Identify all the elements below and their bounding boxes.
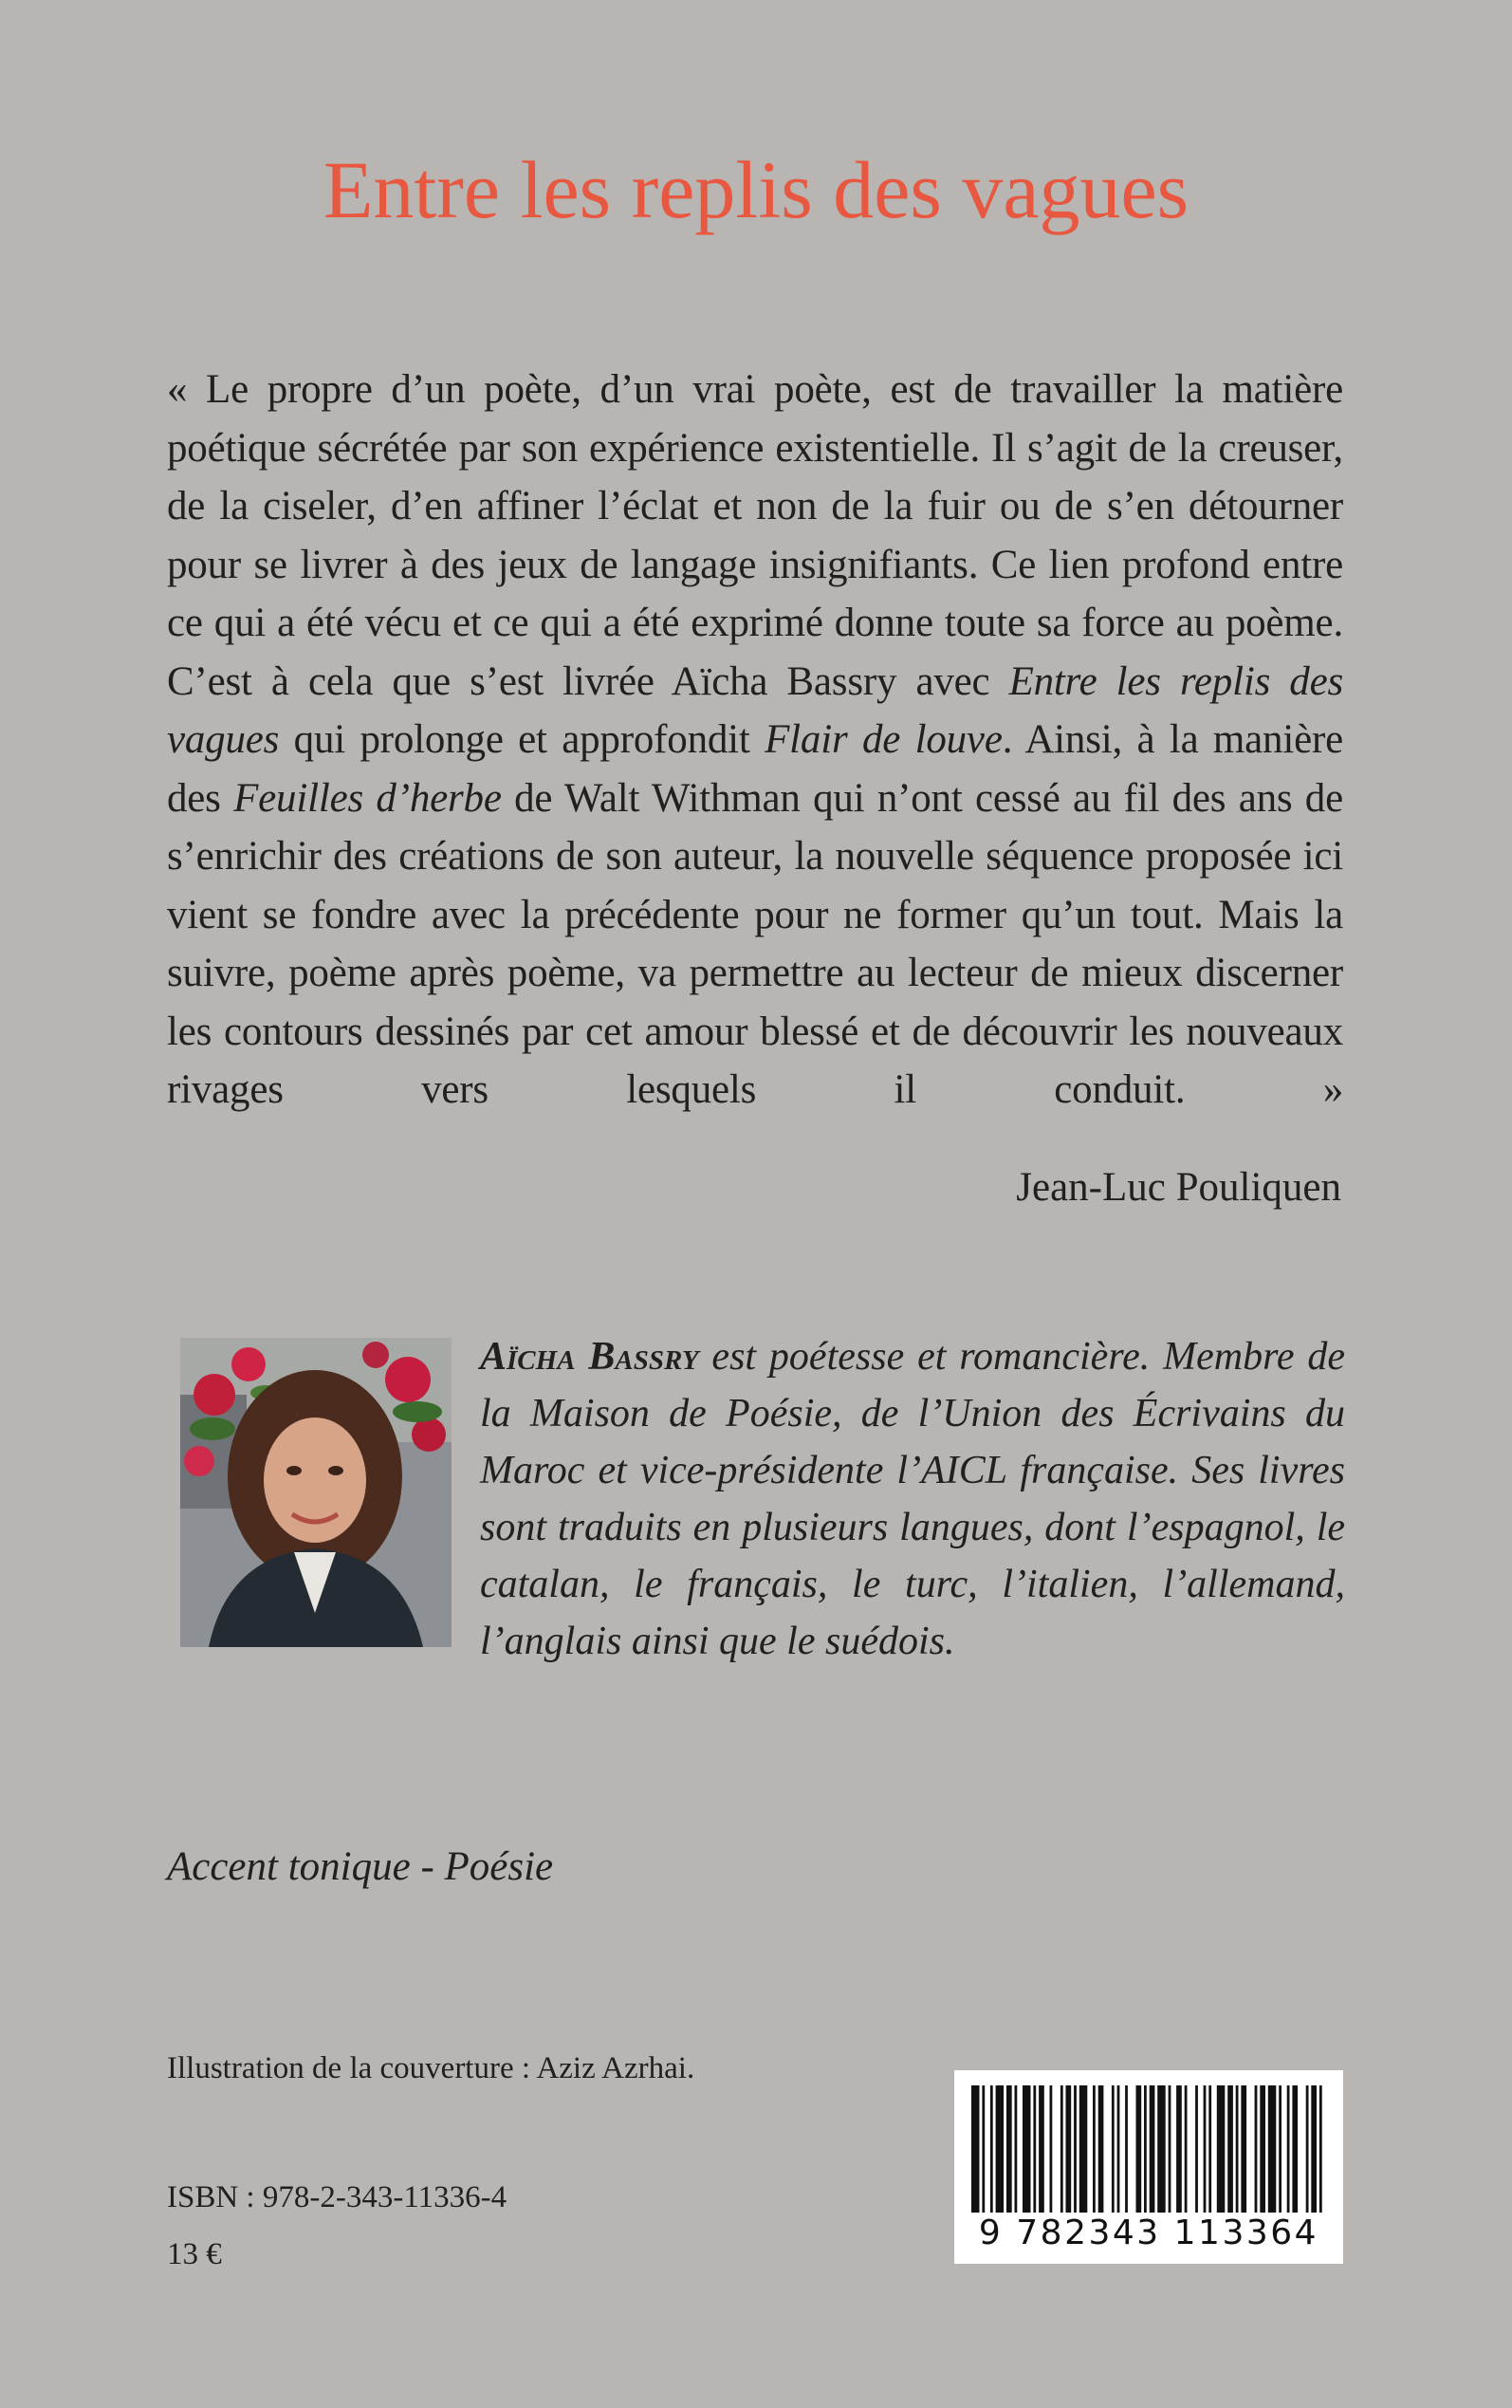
barcode-bar bbox=[1227, 2085, 1233, 2213]
barcode-bar bbox=[1157, 2085, 1166, 2213]
author-name-first: Aïcha bbox=[480, 1335, 576, 1379]
quote-book-title-2: Flair de louve bbox=[765, 717, 1003, 762]
barcode-bar bbox=[1144, 2085, 1147, 2213]
author-name-last: Bassry bbox=[588, 1335, 699, 1379]
collection-name: Accent tonique - Poésie bbox=[167, 1844, 554, 1889]
barcode-bar bbox=[1311, 2085, 1317, 2213]
barcode-bar bbox=[1074, 2085, 1077, 2213]
barcode-bar bbox=[1098, 2085, 1104, 2213]
barcode-bar bbox=[1039, 2085, 1044, 2213]
barcode bbox=[954, 2070, 1343, 2264]
quote-text-part-4: de Walt Withman qui n’ont cessé au fil des ans de s’enrichir des créations de son auteur, la nouvelle séquence proposée ici vient se fondre avec la précédente pour ne former qu’un tout. Mais la suivre, poème après poème, va permettre au lecteur de mieux discerner les contours dessinés par cet amour blessé et de découvrir les nouveaux rivages vers lesquels il conduit. » bbox=[167, 775, 1343, 1112]
quote-text-part-1: « Le propre d’un poète, d’un vrai poète, est de travailler la matière poétique sécrétée par son expérience existentielle. Il s’agit de la creuser, de la ciseler, d’en affiner l’éclat et non de la fuir ou de s’en détourner pour se livrer à des jeux de langage insignifiants. Ce lien profond entre ce qui a été vécu et ce qui a été exprimé donne toute sa force au poème. C’est à cela que s’est livrée Aïcha Bassry avec bbox=[167, 367, 1343, 704]
barcode-bar bbox=[1255, 2085, 1258, 2213]
barcode-bars bbox=[954, 2070, 1343, 2213]
barcode-bar bbox=[1236, 2085, 1239, 2213]
barcode-bar bbox=[1306, 2085, 1309, 2213]
barcode-bar bbox=[1260, 2085, 1265, 2213]
barcode-bar bbox=[1015, 2085, 1018, 2213]
barcode-bar bbox=[1060, 2085, 1063, 2213]
cover-illustration-credit: Illustration de la couverture : Aziz Azrhai. bbox=[167, 2051, 695, 2085]
barcode-bar bbox=[1136, 2085, 1142, 2213]
author-photo bbox=[180, 1338, 452, 1647]
barcode-bar bbox=[1176, 2085, 1182, 2213]
barcode-bar bbox=[990, 2085, 993, 2213]
back-cover-quote bbox=[167, 361, 1343, 1120]
barcode-bar bbox=[1287, 2085, 1290, 2213]
barcode-bar bbox=[1050, 2085, 1053, 2213]
barcode-bar bbox=[971, 2085, 980, 2213]
quote-book-title-1: Entre les replis des vagues bbox=[167, 658, 1344, 762]
barcode-bar bbox=[1241, 2085, 1246, 2213]
barcode-bar bbox=[1023, 2085, 1031, 2213]
barcode-bar bbox=[1125, 2085, 1128, 2213]
quote-book-title-3: Feuilles d’herbe bbox=[233, 775, 502, 821]
barcode-bar bbox=[1066, 2085, 1072, 2213]
barcode-bar bbox=[1185, 2085, 1188, 2213]
barcode-bar bbox=[1268, 2085, 1277, 2213]
barcode-bar bbox=[1079, 2085, 1088, 2213]
barcode-bar bbox=[1117, 2085, 1120, 2213]
barcode-bar bbox=[1319, 2085, 1322, 2213]
barcode-bar bbox=[1150, 2085, 1155, 2213]
quote-text-part-3: . Ainsi, à la manière des bbox=[167, 717, 1343, 821]
author-portrait-image bbox=[180, 1338, 452, 1647]
barcode-bar bbox=[1279, 2085, 1282, 2213]
barcode-bar bbox=[1169, 2085, 1171, 2213]
barcode-bar bbox=[1204, 2085, 1207, 2213]
barcode-bar bbox=[1292, 2085, 1298, 2213]
barcode-bar bbox=[1093, 2085, 1096, 2213]
barcode-digits: 9 782343 113364 bbox=[978, 2214, 1319, 2252]
barcode-bar bbox=[996, 2085, 1005, 2213]
book-title: Entre les replis des vagues bbox=[323, 144, 1189, 235]
quote-signature: Jean-Luc Pouliquen bbox=[1016, 1165, 1341, 1210]
quote-text-part-2: qui prolonge et approfondit bbox=[279, 717, 765, 762]
barcode-bar bbox=[1112, 2085, 1115, 2213]
author-bio bbox=[480, 1328, 1345, 1670]
price: 13 € bbox=[167, 2237, 222, 2271]
author-bio-text: est poétesse et romancière. Membre de la Maison de Poésie, de l’Union des Écrivains du Maroc et vice-présidente l’AICL française. Ses livres sont traduits en plusieurs langues, dont l’espagnol, le catalan, le français, le turc, l’italien, l’allemand, l’anglais ainsi que le suédois. bbox=[480, 1335, 1345, 1663]
barcode-bar bbox=[1006, 2085, 1012, 2213]
isbn: ISBN : 978-2-343-11336-4 bbox=[167, 2180, 507, 2214]
barcode-bar bbox=[1033, 2085, 1036, 2213]
barcode-bar bbox=[1217, 2085, 1226, 2213]
barcode-bar bbox=[1208, 2085, 1211, 2213]
barcode-bar bbox=[982, 2085, 985, 2213]
barcode-bar bbox=[1195, 2085, 1198, 2213]
